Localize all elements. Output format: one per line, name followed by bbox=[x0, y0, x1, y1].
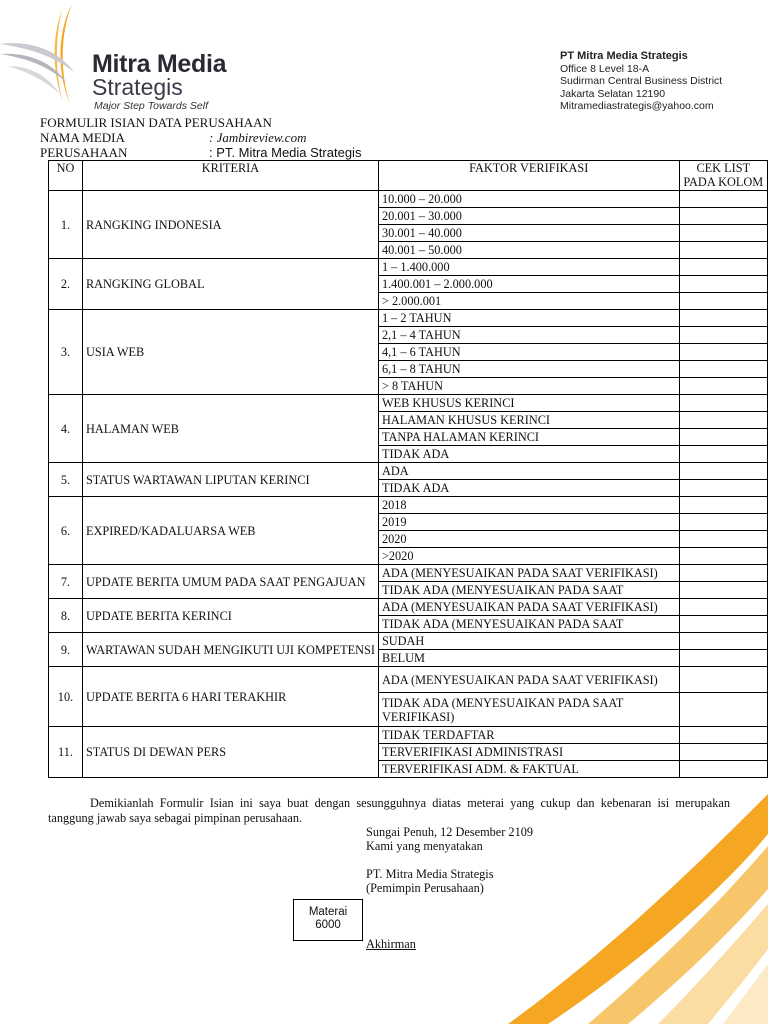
factor-cell: SUDAH bbox=[378, 633, 679, 650]
checklist-cell[interactable] bbox=[679, 693, 767, 727]
logo-name: Mitra Media bbox=[92, 50, 227, 78]
factor-cell: TIDAK ADA bbox=[378, 446, 679, 463]
company-label: PERUSAHAAN bbox=[40, 145, 128, 160]
statement-text: Demikianlah Formulir Isian ini saya buat dengan sesungguhnya diatas meterai yang cukup dan kebenaran isi merupakan tanggung jawab saya sebagai pimpinan perusahaan. bbox=[48, 796, 730, 825]
row-criteria: EXPIRED/KADALUARSA WEB bbox=[82, 497, 378, 565]
factor-cell: HALAMAN KHUSUS KERINCI bbox=[378, 412, 679, 429]
checklist-cell[interactable] bbox=[679, 361, 767, 378]
factor-cell: 2018 bbox=[378, 497, 679, 514]
signature-declarant: Kami yang menyatakan bbox=[366, 839, 483, 853]
row-criteria: UPDATE BERITA 6 HARI TERAKHIR bbox=[82, 667, 378, 727]
stamp-label: Materai bbox=[308, 906, 348, 918]
checklist-cell[interactable] bbox=[679, 344, 767, 361]
row-criteria: UPDATE BERITA UMUM PADA SAAT PENGAJUAN bbox=[82, 565, 378, 599]
factor-cell: 40.001 – 50.000 bbox=[378, 242, 679, 259]
factor-cell: WEB KHUSUS KERINCI bbox=[378, 395, 679, 412]
company-address bbox=[560, 50, 722, 113]
logo-swoosh-icon bbox=[0, 0, 95, 112]
logo-tagline: Major Step Towards Self bbox=[94, 100, 208, 112]
row-number: 7. bbox=[49, 565, 83, 599]
company-name: PT Mitra Media Strategis bbox=[560, 50, 688, 62]
factor-cell: > 2.000.001 bbox=[378, 293, 679, 310]
row-criteria: USIA WEB bbox=[82, 310, 378, 395]
media-name-line bbox=[40, 130, 306, 145]
checklist-cell[interactable] bbox=[679, 616, 767, 633]
factor-cell: 6,1 – 8 TAHUN bbox=[378, 361, 679, 378]
stamp-box bbox=[293, 899, 363, 941]
company-email: Mitramediastrategis@yahoo.com bbox=[560, 100, 714, 113]
checklist-cell[interactable] bbox=[679, 378, 767, 395]
factor-cell: 1 – 2 TAHUN bbox=[378, 310, 679, 327]
checklist-cell[interactable] bbox=[679, 582, 767, 599]
factor-cell: BELUM bbox=[378, 650, 679, 667]
row-criteria: STATUS DI DEWAN PERS bbox=[82, 727, 378, 778]
table-row bbox=[49, 310, 768, 327]
checklist-cell[interactable] bbox=[679, 412, 767, 429]
company-value: : PT. Mitra Media Strategis bbox=[209, 145, 362, 160]
table-row bbox=[49, 565, 768, 582]
row-number: 5. bbox=[49, 463, 83, 497]
header-no: NO bbox=[49, 161, 83, 191]
factor-cell: TIDAK ADA (MENYESUAIKAN PADA SAAT VERIFIKASI) bbox=[378, 693, 679, 727]
checklist-cell[interactable] bbox=[679, 208, 767, 225]
checklist-cell[interactable] bbox=[679, 259, 767, 276]
checklist-cell[interactable] bbox=[679, 633, 767, 650]
factor-cell: TIDAK ADA (MENYESUAIKAN PADA SAAT bbox=[378, 582, 679, 599]
row-number: 2. bbox=[49, 259, 83, 310]
row-criteria: STATUS WARTAWAN LIPUTAN KERINCI bbox=[82, 463, 378, 497]
checklist-cell[interactable] bbox=[679, 727, 767, 744]
signatory-name: Akhirman bbox=[366, 937, 416, 951]
factor-cell: 30.001 – 40.000 bbox=[378, 225, 679, 242]
checklist-cell[interactable] bbox=[679, 327, 767, 344]
factor-cell: 1 – 1.400.000 bbox=[378, 259, 679, 276]
checklist-cell[interactable] bbox=[679, 761, 767, 778]
form-title: FORMULIR ISIAN DATA PERUSAHAAN bbox=[40, 115, 272, 130]
factor-cell: 2,1 – 4 TAHUN bbox=[378, 327, 679, 344]
row-number: 6. bbox=[49, 497, 83, 565]
factor-cell: ADA (MENYESUAIKAN PADA SAAT VERIFIKASI) bbox=[378, 565, 679, 582]
factor-cell: 20.001 – 30.000 bbox=[378, 208, 679, 225]
media-name-value: : Jambireview.com bbox=[209, 130, 307, 145]
stamp-value: 6000 bbox=[315, 919, 341, 931]
checklist-cell[interactable] bbox=[679, 599, 767, 616]
checklist-cell[interactable] bbox=[679, 565, 767, 582]
row-criteria: UPDATE BERITA KERINCI bbox=[82, 599, 378, 633]
table-header-row bbox=[49, 161, 768, 191]
company-address-line: Jakarta Selatan 12190 bbox=[560, 87, 666, 100]
factor-cell: TANPA HALAMAN KERINCI bbox=[378, 429, 679, 446]
media-name-label: NAMA MEDIA bbox=[40, 130, 125, 145]
row-number: 3. bbox=[49, 310, 83, 395]
logo bbox=[92, 52, 226, 98]
signature-role: (Pemimpin Perusahaan) bbox=[366, 881, 484, 895]
factor-cell: TIDAK ADA (MENYESUAIKAN PADA SAAT bbox=[378, 616, 679, 633]
table-row bbox=[49, 497, 768, 514]
checklist-cell[interactable] bbox=[679, 744, 767, 761]
checklist-cell[interactable] bbox=[679, 531, 767, 548]
factor-cell: ADA bbox=[378, 463, 679, 480]
checklist-cell[interactable] bbox=[679, 667, 767, 693]
factor-cell: 2019 bbox=[378, 514, 679, 531]
row-criteria: WARTAWAN SUDAH MENGIKUTI UJI KOMPETENSI bbox=[82, 633, 378, 667]
table-row bbox=[49, 727, 768, 744]
checklist-cell[interactable] bbox=[679, 650, 767, 667]
checklist-cell[interactable] bbox=[679, 191, 767, 208]
checklist-cell[interactable] bbox=[679, 310, 767, 327]
table-row bbox=[49, 667, 768, 693]
row-number: 10. bbox=[49, 667, 83, 727]
factor-cell: ADA (MENYESUAIKAN PADA SAAT VERIFIKASI) bbox=[378, 667, 679, 693]
verification-table bbox=[48, 160, 768, 778]
checklist-cell[interactable] bbox=[679, 242, 767, 259]
table-row bbox=[49, 463, 768, 480]
checklist-cell[interactable] bbox=[679, 463, 767, 480]
factor-cell: ADA (MENYESUAIKAN PADA SAAT VERIFIKASI) bbox=[378, 599, 679, 616]
signature-place-date: Sungai Penuh, 12 Desember 2109 bbox=[366, 825, 534, 839]
factor-cell: TERVERIFIKASI ADM. & FAKTUAL bbox=[378, 761, 679, 778]
table-row bbox=[49, 599, 768, 616]
factor-cell: 1.400.001 – 2.000.000 bbox=[378, 276, 679, 293]
checklist-cell[interactable] bbox=[679, 497, 767, 514]
row-number: 8. bbox=[49, 599, 83, 633]
table-row bbox=[49, 395, 768, 412]
row-criteria: HALAMAN WEB bbox=[82, 395, 378, 463]
table-row bbox=[49, 259, 768, 276]
factor-cell: 4,1 – 6 TAHUN bbox=[378, 344, 679, 361]
factor-cell: >2020 bbox=[378, 548, 679, 565]
company-line bbox=[40, 145, 361, 160]
row-number: 4. bbox=[49, 395, 83, 463]
header-ceklist: CEK LIST PADA KOLOM bbox=[679, 161, 767, 191]
row-criteria: RANGKING GLOBAL bbox=[82, 259, 378, 310]
checklist-cell[interactable] bbox=[679, 514, 767, 531]
factor-cell: 2020 bbox=[378, 531, 679, 548]
checklist-cell[interactable] bbox=[679, 225, 767, 242]
table-row bbox=[49, 191, 768, 208]
company-address-line: Sudirman Central Business District bbox=[560, 75, 723, 88]
checklist-cell[interactable] bbox=[679, 548, 767, 565]
logo-subname: Strategis bbox=[92, 74, 183, 100]
factor-cell: > 8 TAHUN bbox=[378, 378, 679, 395]
row-number: 1. bbox=[49, 191, 83, 259]
table-row bbox=[49, 633, 768, 650]
row-number: 9. bbox=[49, 633, 83, 667]
company-address-line: Office 8 Level 18-A bbox=[560, 62, 650, 75]
signature-company: PT. Mitra Media Strategis bbox=[366, 867, 494, 881]
checklist-cell[interactable] bbox=[679, 276, 767, 293]
factor-cell: 10.000 – 20.000 bbox=[378, 191, 679, 208]
factor-cell: TIDAK TERDAFTAR bbox=[378, 727, 679, 744]
header-kriteria: KRITERIA bbox=[82, 161, 378, 191]
checklist-cell[interactable] bbox=[679, 429, 767, 446]
factor-cell: TIDAK ADA bbox=[378, 480, 679, 497]
checklist-cell[interactable] bbox=[679, 446, 767, 463]
checklist-cell[interactable] bbox=[679, 480, 767, 497]
row-number: 11. bbox=[49, 727, 83, 778]
row-criteria: RANGKING INDONESIA bbox=[82, 191, 378, 259]
factor-cell: TERVERIFIKASI ADMINISTRASI bbox=[378, 744, 679, 761]
checklist-cell[interactable] bbox=[679, 293, 767, 310]
checklist-cell[interactable] bbox=[679, 395, 767, 412]
header-faktor: FAKTOR VERIFIKASI bbox=[378, 161, 679, 191]
decorative-swoosh-icon bbox=[508, 794, 768, 1024]
